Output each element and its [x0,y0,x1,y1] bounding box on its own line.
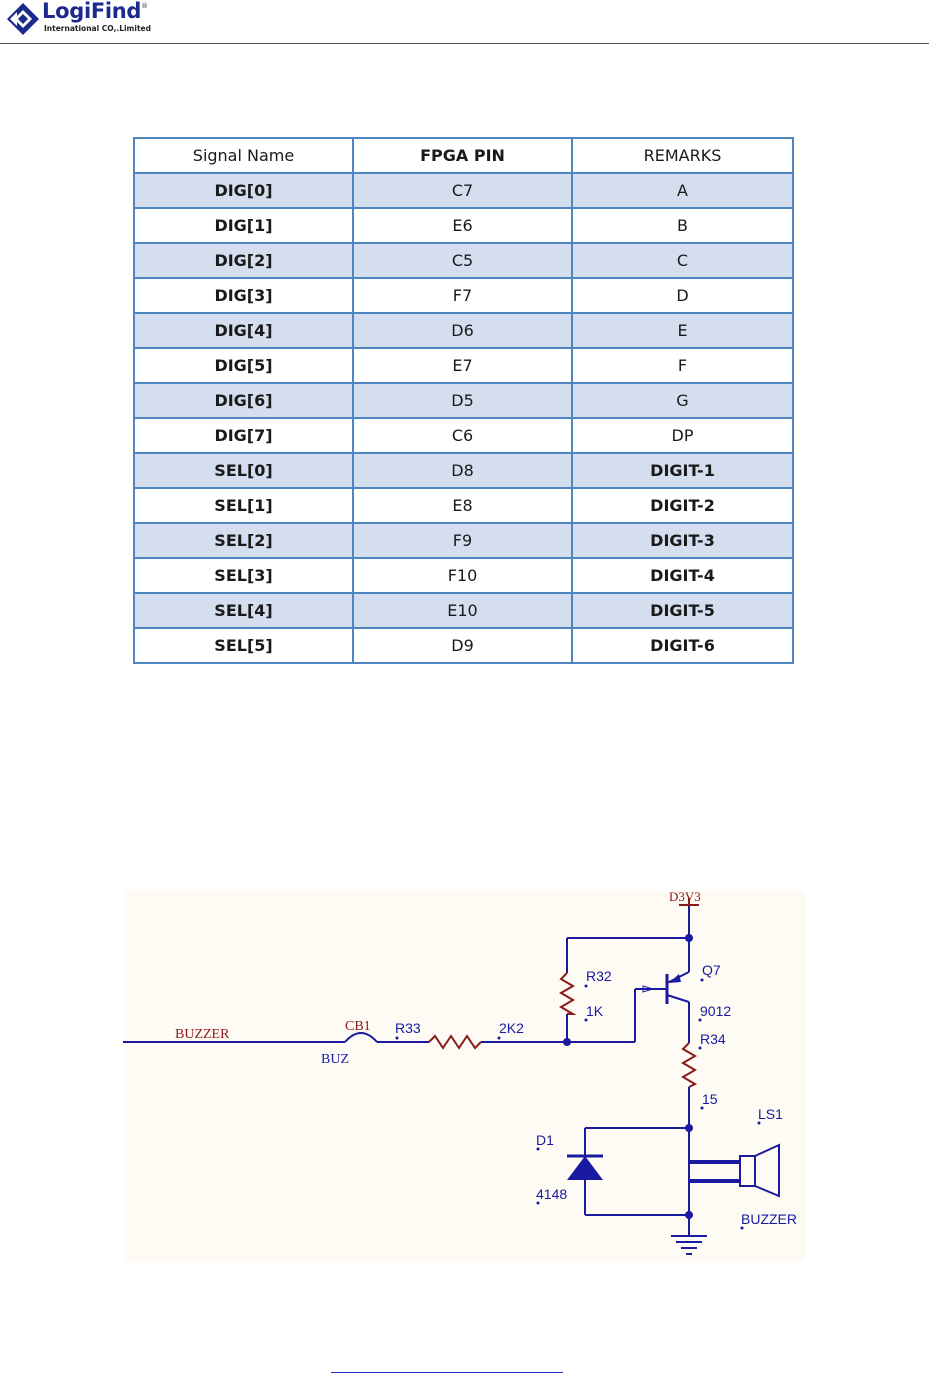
page-header [0,0,929,46]
cell-fpga-pin: C5 [353,243,572,278]
table-row [134,523,793,558]
cell-fpga-pin: E7 [353,348,572,383]
table-row [134,348,793,383]
brand-name: LogiFind® [42,0,148,23]
table-row [134,383,793,418]
cell-signal-name: DIG[4] [134,313,353,348]
logifind-logo-icon [6,2,40,36]
cell-fpga-pin: E6 [353,208,572,243]
cell-signal-name: DIG[1] [134,208,353,243]
buzzer-schematic [123,890,806,1262]
cell-signal-name: SEL[3] [134,558,353,593]
label-r34-value: 15 [702,1091,718,1107]
cell-signal-name: DIG[7] [134,418,353,453]
cell-remark: DP [572,418,793,453]
table-row [134,208,793,243]
cell-remark: DIGIT-6 [572,628,793,663]
cell-signal-name: SEL[5] [134,628,353,663]
cell-remark: G [572,383,793,418]
net-label-power: D3V3 [669,890,701,904]
cell-fpga-pin: D6 [353,313,572,348]
label-d1: D1 [536,1132,554,1148]
cell-signal-name: SEL[1] [134,488,353,523]
label-q7: Q7 [702,962,721,978]
cell-fpga-pin: C6 [353,418,572,453]
label-ls1-value: BUZZER [741,1211,797,1227]
cell-fpga-pin: F9 [353,523,572,558]
cell-signal-name: DIG[2] [134,243,353,278]
cell-signal-name: DIG[3] [134,278,353,313]
label-cb1: CB1 [345,1019,371,1034]
label-r32-value: 1K [586,1003,604,1019]
label-r32: R32 [586,968,612,984]
registered-mark: ® [141,2,148,10]
cell-fpga-pin: D9 [353,628,572,663]
table-row [134,313,793,348]
table-row [134,278,793,313]
label-r34: R34 [700,1031,726,1047]
table-body [134,173,793,663]
column-header-fpga-pin: FPGA PIN [353,138,572,173]
footer-link-underline[interactable] [331,1372,563,1373]
cell-fpga-pin: E10 [353,593,572,628]
table-row [134,173,793,208]
table-row [134,558,793,593]
table-row [134,488,793,523]
table-row [134,453,793,488]
cell-fpga-pin: D8 [353,453,572,488]
cell-fpga-pin: C7 [353,173,572,208]
junction-dot [685,934,693,942]
header-divider [0,43,929,44]
cell-remark: DIGIT-5 [572,593,793,628]
table-header-row [134,138,793,173]
net-label-buzzer: BUZZER [175,1027,230,1042]
cell-remark: E [572,313,793,348]
table-row [134,593,793,628]
cell-signal-name: DIG[0] [134,173,353,208]
brand-subtitle: International CO,.Limited [44,24,151,33]
label-d1-value: 4148 [536,1186,568,1202]
cell-remark: DIGIT-3 [572,523,793,558]
table-row [134,628,793,663]
label-r33: R33 [395,1020,421,1036]
cell-remark: A [572,173,793,208]
cell-remark: DIGIT-1 [572,453,793,488]
cell-signal-name: SEL[2] [134,523,353,558]
column-header-signal: Signal Name [134,138,353,173]
cell-fpga-pin: E8 [353,488,572,523]
label-cb1-value: BUZ [321,1052,349,1067]
cell-signal-name: SEL[4] [134,593,353,628]
label-r33-value: 2K2 [499,1020,524,1036]
cell-remark: C [572,243,793,278]
cell-remark: D [572,278,793,313]
junction-dot [685,1124,693,1132]
junction-dot [563,1038,571,1046]
cell-signal-name: SEL[0] [134,453,353,488]
table-row [134,418,793,453]
cell-remark: F [572,348,793,383]
cell-fpga-pin: F10 [353,558,572,593]
label-ls1: LS1 [758,1106,783,1122]
cell-fpga-pin: F7 [353,278,572,313]
column-header-remarks: REMARKS [572,138,793,173]
cell-remark: DIGIT-2 [572,488,793,523]
cell-signal-name: DIG[5] [134,348,353,383]
label-q7-value: 9012 [700,1003,732,1019]
cell-remark: DIGIT-4 [572,558,793,593]
table-row [134,243,793,278]
pin-assignment-table [133,137,794,664]
cell-signal-name: DIG[6] [134,383,353,418]
cell-fpga-pin: D5 [353,383,572,418]
cell-remark: B [572,208,793,243]
